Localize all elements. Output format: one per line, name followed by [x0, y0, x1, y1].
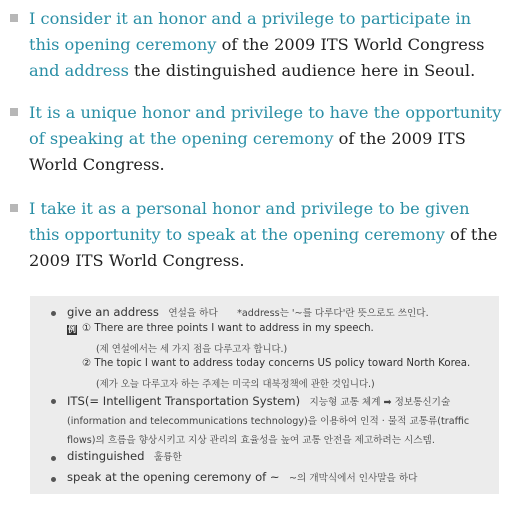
note-item-give-an-address: [67, 305, 429, 319]
note-item-distinguished: [67, 449, 182, 463]
example-1-korean: (제 연설에서는 세 가지 점을 다루고자 합니다.): [96, 344, 288, 355]
highlight-phrase: It is a unique honor and privilege to have the opportunity of speaking at the opening ceremony: [29, 103, 502, 148]
highlight-phrase: I consider it an honor and a privilege to participate in this opening ceremony: [29, 9, 472, 54]
example-sentence-2: [8, 100, 504, 178]
note-remark: *address는 '~를 다루다'란 뜻으로도 쓰인다.: [237, 308, 429, 319]
square-bullet-icon: [10, 204, 18, 212]
note-term: distinguished: [67, 449, 145, 463]
note-term: give an address: [67, 305, 159, 319]
plain-phrase: the distinguished audience here in Seoul.: [128, 61, 476, 80]
dot-bullet-icon: [51, 477, 56, 482]
example-2-korean: (제가 오늘 다루고자 하는 주제는 미국의 대북정책에 관한 것입니다.): [96, 379, 375, 390]
vocabulary-notes-box: [30, 296, 499, 494]
note-term: speak at the opening ceremony of ~: [67, 470, 280, 484]
dot-bullet-icon: [51, 456, 56, 461]
example-marker-icon: 例: [68, 325, 76, 334]
example-1-english: ① There are three points I want to address in my speech.: [82, 323, 374, 334]
plain-phrase: of the 2009 ITS World Congress.: [29, 225, 498, 270]
note-meaning: 지능형 교통 체계 ➡ 정보통신기술 (information and telecommunications technology)을 이용하여 인적 · 물적 교통류(traffic flows)의 흐름을 향상시키고 지상 관리의 효율성을 높여 교통 안전을 제고하려는 시스템.: [67, 397, 470, 446]
dot-bullet-icon: [51, 311, 56, 316]
square-bullet-icon: [10, 108, 18, 116]
example-sentence-1: [8, 6, 504, 84]
sentence-text: [8, 196, 504, 274]
highlight-phrase: I take it as a personal honor and privilege to be given this opportunity to speak at the opening ceremony: [29, 199, 470, 244]
plain-phrase: of the 2009 ITS World Congress.: [29, 129, 466, 174]
note-meaning: 연설을 하다: [168, 308, 218, 319]
note-term: ITS(= Intelligent Transportation System): [67, 394, 301, 408]
sentence-text: [8, 6, 504, 84]
example-2-english: ② The topic I want to address today concerns US policy toward North Korea.: [82, 358, 471, 369]
note-meaning: ~의 개막식에서 인사말을 하다: [289, 473, 418, 484]
square-bullet-icon: [10, 14, 18, 22]
note-item-its: [67, 392, 487, 450]
example-sentence-3: [8, 196, 504, 274]
plain-phrase: of the 2009 ITS World Congress: [216, 35, 485, 54]
note-meaning: 훌륭한: [153, 452, 182, 463]
highlight-phrase: and address: [29, 61, 129, 80]
sentence-text: [8, 100, 504, 178]
note-item-speak-at: [67, 470, 417, 484]
dot-bullet-icon: [51, 399, 56, 404]
